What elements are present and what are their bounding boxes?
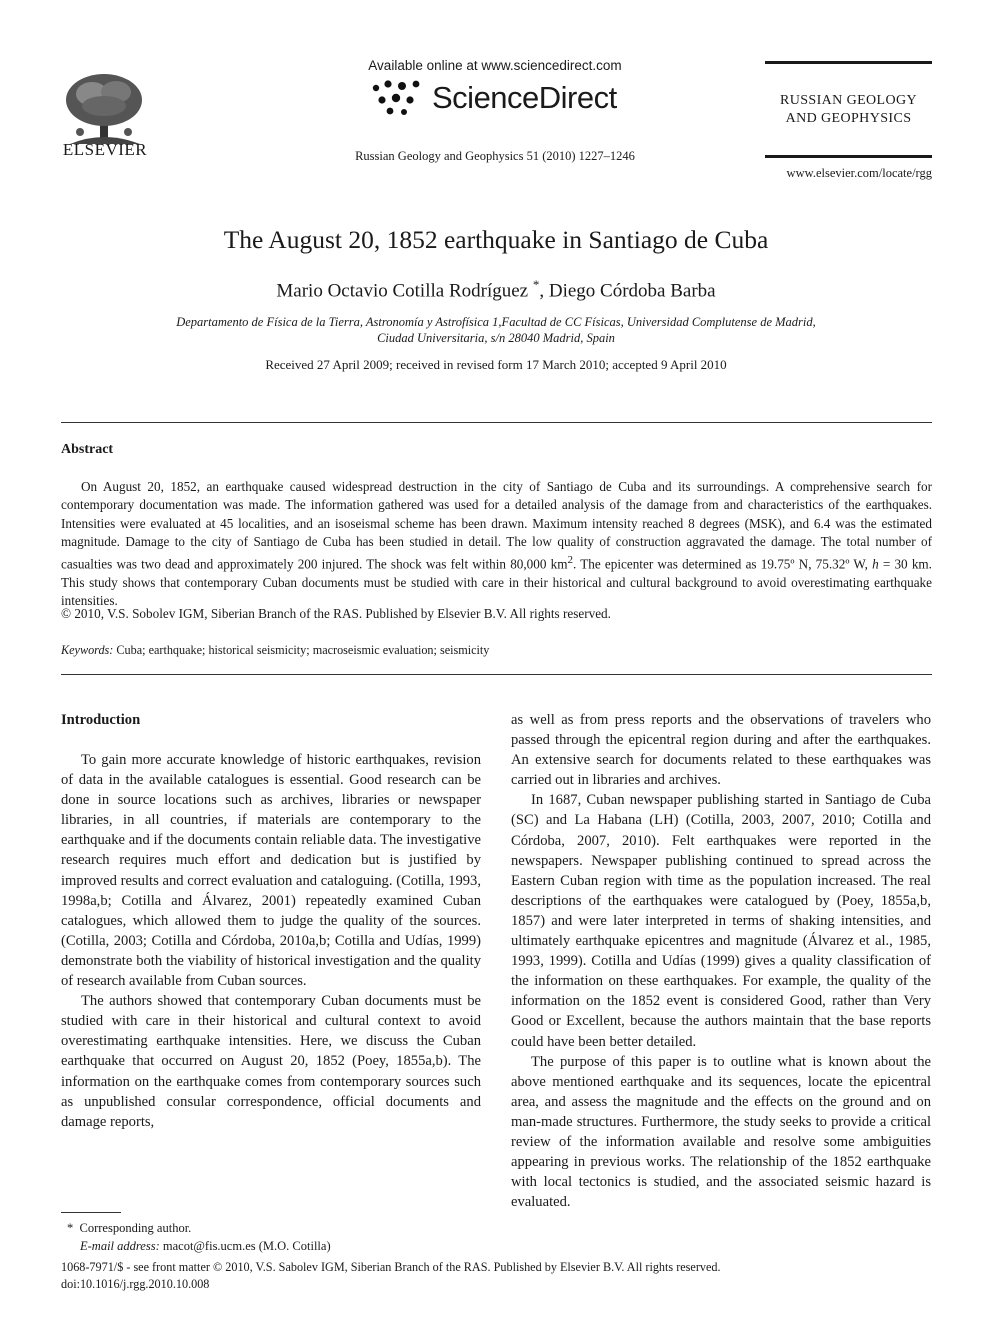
journal-citation: Russian Geology and Geophysics 51 (2010) 1227–1246 <box>355 149 635 163</box>
journal-url-link[interactable]: www.elsevier.com/locate/rgg <box>786 166 932 180</box>
article-history: Received 27 April 2009; received in revised form 17 March 2010; accepted 9 April 2010 <box>265 357 727 372</box>
journal-title-rule-top <box>765 61 932 64</box>
article-title: The August 20, 1852 earthquake in Santiago de Cuba <box>223 225 769 254</box>
abstract-text <box>61 478 932 610</box>
abstract-top-rule <box>61 422 932 423</box>
keywords <box>61 643 932 658</box>
body-column-left <box>61 750 481 1132</box>
paragraph: In 1687, Cuban newspaper publishing started in Santiago de Cuba (SC) and La Habana (LH) (Cotilla, 2003, 2007, 2010; Cotilla and Córdoba, 2007, 2010). Felt earthquakes were reported in the newspapers. Newspaper publishing continued to spread across the Eastern Cuban region with time as the population increased. The real descriptions of the earthquakes were catalogued by (Poey, 1855a,b, 1857) and were later interpreted in terms of shaking intensities, and ultimately earthquake epicentres and magnitude (Álvarez et al., 1985, 1993, 1999). Cotilla and Udías (1999) gives a quality classification of the information on these earthquakes. For example, the quality of the information on the 1852 event is considered Good, rather than Very Good or Excellent, because the authors maintain that the base reports could have been better detailed. <box>511 792 931 1050</box>
author-separator: , <box>539 280 549 302</box>
author-list <box>60 277 932 302</box>
keywords-label: Keywords: <box>61 643 114 657</box>
abstract-text-1: On August 20, 1852, an earthquake caused widespread destruction in the city of Santiago de Cuba and its surroundings. A comprehensive search for contemporary documentation was made. The information gathered was used for a detailed analysis of the damage from and characteristics of the earthquakes. Intensities were evaluated at 45 localities, and an isoseismal scheme has been drawn. Maximum intensity reached 8 degrees (MSK), and 6.4 was the estimated magnitude. Damage to the city of Santiago de Cuba has been studied in detail. The low quality of construction aggravated the damage. The total number of casualties was two dead and approximately 200 injured. The shock was felt within 80,000 km <box>61 479 932 572</box>
body-column-right <box>511 710 931 1212</box>
email-link[interactable]: macot@fis.ucm.es (M.O. Cotilla) <box>159 1239 331 1253</box>
issn-line: 1068-7971/$ - see front matter © 2010, V.S. Sabolev IGM, Siberian Branch of the RAS. Published by Elsevier B.V. All rights reserved. <box>61 1260 721 1274</box>
abstract-superscript: 2 <box>567 554 573 567</box>
sciencedirect-availability: Available online at www.sciencedirect.com <box>368 58 622 73</box>
abstract-text-3: = 30 km. This study shows that contemporary Cuban documents must be studied with care in their historical and cultural background to avoid overestimating earthquake intensities. <box>61 556 932 609</box>
paragraph: The purpose of this paper is to outline what is known about the above mentioned earthquake and its sequences, locate the epicentral area, and assess the magnitude and the effects on the ground and on man-made structures. Furthermore, the study seeks to provide a critical review of the information available and resolve some ambiguities appearing in previous works. The relationship of the 1852 earthquake with local tectonics is studied, and the associated seismic hazard is evaluated. <box>511 1053 931 1211</box>
paragraph: as well as from press reports and the observations of travelers who passed through the epicentral region during and after the earthquakes. An extensive search for documents related to these earthquakes was carried out in libraries and archives. <box>511 712 931 789</box>
author-1[interactable]: Mario Octavio Cotilla Rodríguez <box>276 280 529 302</box>
abstract-depth-variable: h <box>872 556 879 572</box>
email-note <box>80 1239 331 1254</box>
sciencedirect-dots-icon <box>370 78 430 118</box>
affiliation-line-1: Departamento de Física de la Tierra, Astronomía y Astrofísica 1,Facultad de CC Físicas, Universidad Complutense de Madrid, <box>176 315 816 329</box>
doi-link[interactable]: doi:10.1016/j.rgg.2010.10.008 <box>61 1277 210 1291</box>
journal-title-block <box>765 92 932 128</box>
abstract-bottom-rule <box>61 674 932 675</box>
paragraph: The authors showed that contemporary Cuban documents must be studied with care in their historical and cultural context to avoid overestimating earthquake intensities. Here, we discuss the Cuban earthquake that occurred on August 20, 1852 (Poey, 1855a,b). The information on the earthquake comes from contemporary sources such as unpublished consular correspondence, official documents and damage reports, <box>61 993 481 1130</box>
section-heading-introduction: Introduction <box>61 712 141 728</box>
journal-title-line-1: RUSSIAN GEOLOGY <box>779 93 918 108</box>
journal-title-rule-bottom <box>765 155 932 158</box>
affiliation <box>120 314 872 346</box>
keywords-list: Cuba; earthquake; historical seismicity; macroseismic evaluation; seismicity <box>113 643 490 657</box>
elsevier-wordmark: ELSEVIER <box>62 140 148 159</box>
paragraph: To gain more accurate knowledge of historic earthquakes, revision of data in the available catalogues is essential. Good research can be done in source locations such as archives, libraries or newspaper libraries, in all countries, if materials are contemporary to the earthquake and if the documents contain reliable data. The investigative research requires much effort and dedication but is justified by improved results and correct evaluation and cataloguing. (Cotilla, 1993, 1998a,b; Cotilla and Álvarez, 2001) repeatedly examined Cuban catalogues, which allowed them to judge the quality of the sources. (Cotilla, 2003; Cotilla and Córdoba, 2010a,b; Cotilla and Udías, 1999) demonstrate both the viability of historical investigation and the quality of research available from Cuban sources. <box>61 752 481 990</box>
affiliation-line-2: Ciudad Universitaria, s/n 28040 Madrid, Spain <box>377 331 615 345</box>
footnote-corresponding-text: Corresponding author. <box>79 1221 192 1235</box>
corresponding-author-note <box>67 1221 191 1236</box>
abstract-copyright: © 2010, V.S. Sobolev IGM, Siberian Branch of the RAS. Published by Elsevier B.V. All rights reserved. <box>61 606 611 621</box>
author-2[interactable]: Diego Córdoba Barba <box>548 280 716 302</box>
abstract-heading: Abstract <box>61 442 114 457</box>
footnote-rule <box>61 1212 121 1213</box>
corresponding-author-mark[interactable]: * <box>532 277 540 292</box>
email-label: E-mail address: <box>80 1239 160 1253</box>
journal-title-line-2: AND GEOPHYSICS <box>785 111 912 126</box>
sciencedirect-logo-text: ScienceDirect <box>432 80 617 115</box>
footnote-mark: * <box>67 1221 74 1235</box>
abstract-text-2: . The epicenter was determined as 19.75º N, 75.32º W, <box>572 556 873 572</box>
